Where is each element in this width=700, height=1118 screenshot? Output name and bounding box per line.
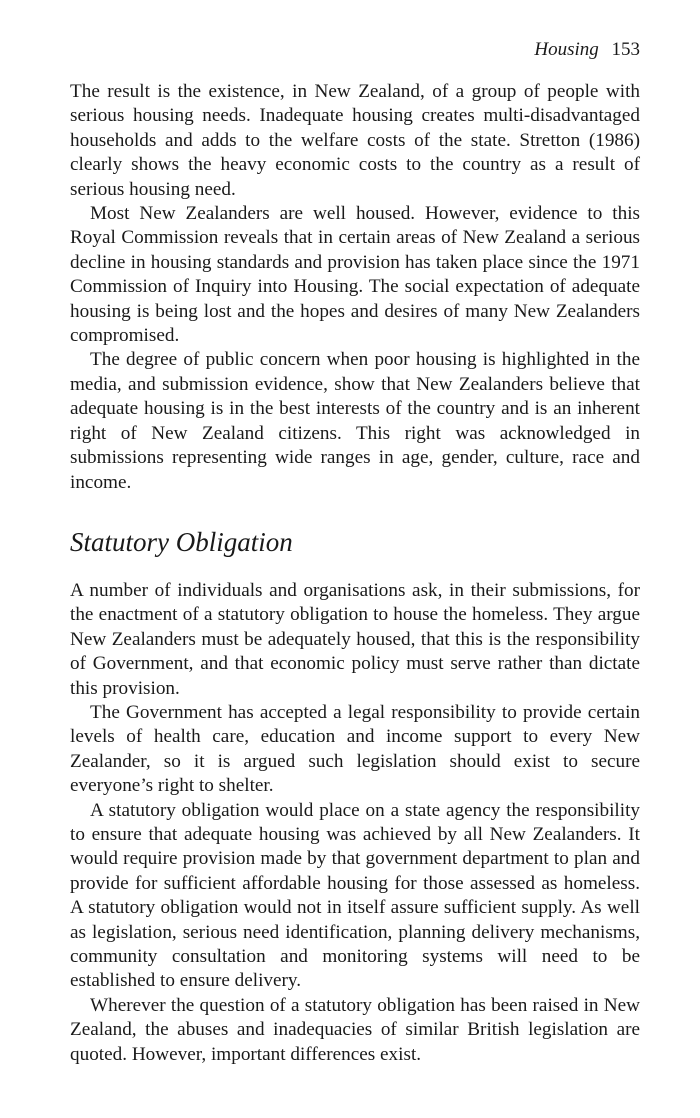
- body-paragraph: Most New Zealanders are well housed. However, evidence to this Royal Commission reveals that in certain areas of New Zealand a serious decline in housing standards and provision has taken place since the 1971 Commission of Inquiry into Housing. The social expectation of adequate housing is being lost and the hopes and desires of many New Zealanders compromised.: [70, 203, 640, 347]
- body-paragraph: The result is the existence, in New Zealand, of a group of people with serious housing needs. Inadequate housing creates multi-disadvantaged households and adds to the welfare costs of the state. Stretton (1986) clearly shows the heavy economic costs to the country as a result of serious housing need.: [70, 81, 640, 200]
- page-number: 153: [611, 39, 640, 60]
- body-paragraph: A number of individuals and organisations ask, in their submissions, for the enactment of a statutory obligation to house the homeless. They argue New Zealanders must be adequately housed, that this is the responsibility of Government, and that economic policy must serve rather than dictate this provision.: [70, 579, 640, 699]
- section-heading: Statutory Obligation: [70, 526, 293, 557]
- running-head-section-title: Housing: [534, 39, 599, 60]
- body-paragraph: Wherever the question of a statutory obligation has been raised in New Zealand, the abuses and inadequacies of similar British legislation are quoted. However, important differences exist.: [70, 994, 640, 1065]
- running-header: [70, 36, 640, 64]
- body-paragraph: A statutory obligation would place on a state agency the responsibility to ensure that adequate housing was achieved by all New Zealanders. It would require provision made by that government department to plan and provide for sufficient affordable housing for those assessed as homeless. A statutory obligation would not in itself assure sufficient supply. As well as legislation, serious need identification, planning delivery mechanisms, community consultation and monitoring systems will need to be established to ensure delivery.: [70, 799, 640, 992]
- document-page: [70, 36, 640, 1067]
- body-paragraph: The degree of public concern when poor housing is highlighted in the media, and submission evidence, show that New Zealanders believe that adequate housing is in the best interests of the country and is an inherent right of New Zealand citizens. This right was acknowledged in submissions representing wide ranges in age, gender, culture, race and income.: [70, 349, 640, 493]
- body-paragraph: The Government has accepted a legal responsibility to provide certain levels of health care, education and income support to every New Zealander, so it is argued such legislation should exist to secure everyone’s right to shelter.: [70, 701, 640, 797]
